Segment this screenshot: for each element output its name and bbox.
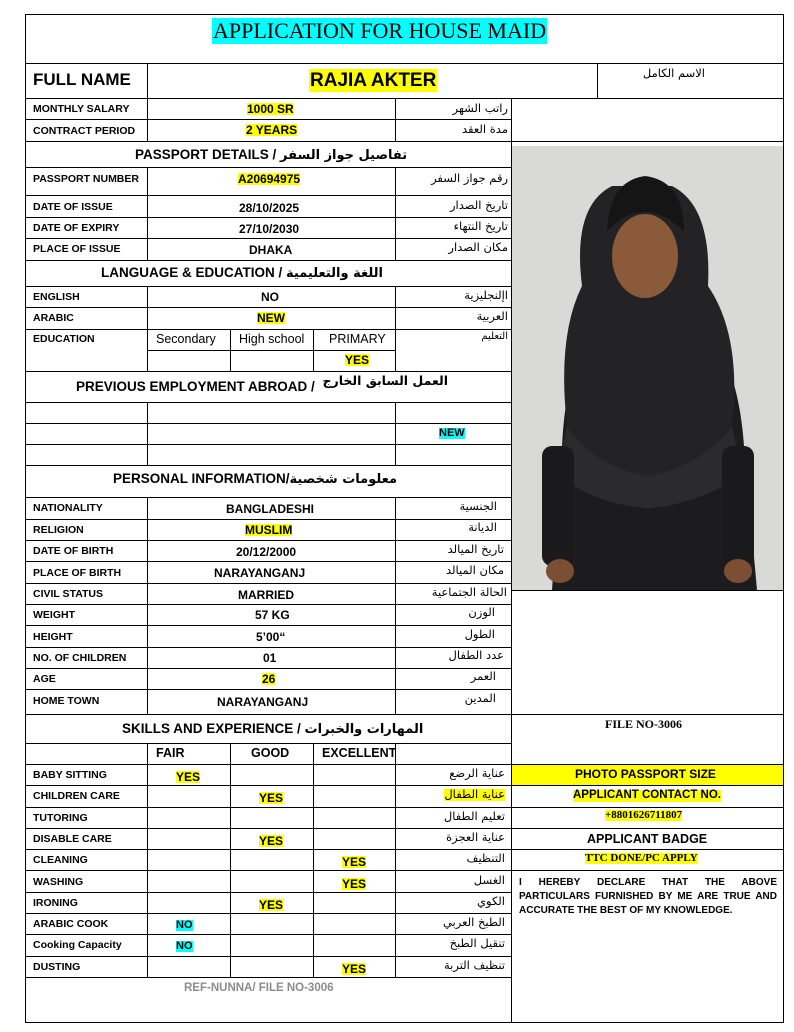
civil-status-label: CIVIL STATUS xyxy=(33,588,104,600)
hometown-value: NARAYANGANJ xyxy=(217,695,309,709)
issue-date-arabic: تاريخ الصدار xyxy=(450,198,508,212)
hometown-arabic: المدين xyxy=(464,691,496,705)
religion-value: MUSLIM xyxy=(245,523,293,537)
skill-rating-fair: NO xyxy=(176,940,193,952)
hometown-label: HOME TOWN xyxy=(33,695,100,707)
applicant-photo-illustration xyxy=(512,146,783,590)
skill-label: DISABLE CARE xyxy=(33,833,112,845)
skill-label: TUTORING xyxy=(33,812,88,824)
skill-arabic: التنظيف xyxy=(466,851,505,865)
skill-arabic: تعليم الطفال xyxy=(443,809,505,823)
pob-label: PLACE OF BIRTH xyxy=(33,567,122,579)
english-value: NO xyxy=(261,290,279,304)
skill-arabic: عناية الطفال xyxy=(444,787,505,801)
pob-value: NARAYANGANJ xyxy=(214,566,306,580)
skills-heading: SKILLS AND EXPERIENCE / المهارات والخبرات xyxy=(122,721,424,737)
education-level-secondary: Secondary xyxy=(156,332,216,346)
skill-col-fair: FAIR xyxy=(156,746,185,760)
full-name-label: FULL NAME xyxy=(33,70,131,89)
passport-heading: PASSPORT DETAILS / تفاصيل جواز السفر xyxy=(135,147,408,163)
dob-arabic: تاريخ الميالد xyxy=(447,542,504,556)
issue-date-value: 28/10/2025 xyxy=(239,201,300,215)
arabic-value: NEW xyxy=(257,311,285,325)
place-issue-value: DHAKA xyxy=(249,243,293,257)
children-arabic: عدد الطفال xyxy=(448,648,504,662)
contract-value: 2 YEARS xyxy=(246,123,298,137)
passport-number-arabic: رقم جواز السفر xyxy=(431,171,508,185)
education-selected: YES xyxy=(345,353,370,367)
skill-arabic: الكوي xyxy=(477,894,505,908)
expiry-date-value: 27/10/2030 xyxy=(239,222,300,236)
skill-label: WASHING xyxy=(33,876,84,888)
passport-number-label: PASSPORT NUMBER xyxy=(33,173,139,185)
dob-label: DATE OF BIRTH xyxy=(33,545,114,557)
height-label: HEIGHT xyxy=(33,631,73,643)
footer-reference: REF-NUNNA/ FILE NO-3006 xyxy=(184,982,334,994)
employment-heading-arabic: العمل السابق الخارج xyxy=(322,373,448,388)
page-title: APPLICATION FOR HOUSE MAID xyxy=(213,18,547,43)
education-arabic: التعليم xyxy=(481,331,508,342)
expiry-date-label: DATE OF EXPIRY xyxy=(33,222,120,234)
pob-arabic: مكان الميالد xyxy=(446,563,504,577)
contract-label: CONTRACT PERIOD xyxy=(33,125,136,137)
weight-label: WEIGHT xyxy=(33,609,75,621)
nationality-label: NATIONALITY xyxy=(33,502,103,514)
skill-col-good: GOOD xyxy=(251,746,290,760)
full-name-arabic: الاسم الكامل xyxy=(642,66,705,80)
skill-label: CLEANING xyxy=(33,854,88,866)
skill-arabic: عناية الرضع xyxy=(449,766,505,780)
english-arabic: اإلنجليزية xyxy=(464,288,508,302)
weight-arabic: الوزن xyxy=(468,605,495,619)
full-name-value: RAJIA AKTER xyxy=(310,70,437,91)
place-issue-label: PLACE OF ISSUE xyxy=(33,243,121,255)
file-number: FILE NO-3006 xyxy=(605,717,683,731)
place-issue-arabic: مكان الصدار xyxy=(448,240,508,254)
contract-arabic: مدة العقد xyxy=(462,122,508,136)
skill-label: CHILDREN CARE xyxy=(33,790,120,802)
applicant-badge: APPLICANT BADGE xyxy=(587,832,708,846)
skill-label: BABY SITTING xyxy=(33,769,107,781)
age-label: AGE xyxy=(33,673,56,685)
arabic-label: ARABIC xyxy=(33,312,74,324)
skill-rating-good: YES xyxy=(259,791,284,805)
nationality-value: BANGLADESHI xyxy=(226,502,315,516)
personal-heading: PERSONAL INFORMATION/معلومات شخصية xyxy=(113,471,398,487)
skill-rating-excellent: YES xyxy=(342,855,367,869)
skill-arabic: تنقيل الطبخ xyxy=(449,936,505,950)
religion-label: RELIGION xyxy=(33,524,84,536)
skill-rating-fair: NO xyxy=(176,919,193,931)
skill-arabic: عناية العجزة xyxy=(446,830,505,844)
children-label: NO. OF CHILDREN xyxy=(33,652,127,664)
education-label: EDUCATION xyxy=(33,333,95,345)
skill-label: DUSTING xyxy=(33,961,81,973)
issue-date-label: DATE OF ISSUE xyxy=(33,201,113,213)
dob-value: 20/12/2000 xyxy=(236,545,297,559)
expiry-date-arabic: تاريخ النتهاء xyxy=(453,219,508,233)
skill-arabic: الغسل xyxy=(473,873,505,887)
skill-label: Cooking Capacity xyxy=(33,939,122,951)
children-value: 01 xyxy=(263,651,277,665)
contact-label: APPLICANT CONTACT NO. xyxy=(573,789,722,801)
education-level-highschool: High school xyxy=(239,332,305,346)
education-level-primary: PRIMARY xyxy=(329,332,386,346)
salary-value: 1000 SR xyxy=(247,102,294,116)
skill-rating-excellent: YES xyxy=(342,962,367,976)
skill-arabic: الطبخ العربي xyxy=(442,915,505,929)
photo-size-label: PHOTO PASSPORT SIZE xyxy=(575,767,716,781)
skill-rating-good: YES xyxy=(259,898,284,912)
skill-col-excellent: EXCELLENT xyxy=(322,746,397,760)
skill-arabic: تنظيف التربة xyxy=(443,958,505,972)
employment-value: NEW xyxy=(439,427,465,439)
skill-rating-good: YES xyxy=(259,834,284,848)
age-arabic: العمر xyxy=(470,669,496,683)
arabic-arabic: العربية xyxy=(476,309,508,323)
weight-value: 57 KG xyxy=(255,608,290,622)
skill-rating-excellent: YES xyxy=(342,877,367,891)
applicant-photo xyxy=(512,146,783,590)
salary-label: MONTHLY SALARY xyxy=(33,103,130,115)
civil-status-arabic: الحالة الجتماعية xyxy=(431,585,507,599)
salary-arabic: راتب الشهر xyxy=(452,101,508,115)
height-arabic: الطول xyxy=(464,627,495,641)
nationality-arabic: الجنسية xyxy=(459,499,497,513)
age-value: 26 xyxy=(262,672,276,686)
religion-arabic: الديانة xyxy=(468,520,497,534)
passport-number-value: A20694975 xyxy=(238,172,301,186)
skill-label: IRONING xyxy=(33,897,78,909)
skill-rating-fair: YES xyxy=(176,770,201,784)
language-heading: LANGUAGE & EDUCATION / اللغة والتعليمية xyxy=(101,265,383,281)
ttc-status: TTC DONE/PC APPLY xyxy=(585,852,698,864)
english-label: ENGLISH xyxy=(33,291,80,303)
contact-value: +8801626711807 xyxy=(605,809,683,821)
civil-status-value: MARRIED xyxy=(238,588,294,602)
declaration-text: I HEREBY DECLARE THAT THE ABOVE PARTICULARS FURNISHED BY ME ARE TRUE AND ACCURATE THE BEST OF MY KNOWLEDGE. xyxy=(519,877,777,916)
skill-label: ARABIC COOK xyxy=(33,918,109,930)
height-value: 5’00“ xyxy=(256,630,286,644)
employment-heading: PREVIOUS EMPLOYMENT ABROAD / xyxy=(76,379,315,394)
